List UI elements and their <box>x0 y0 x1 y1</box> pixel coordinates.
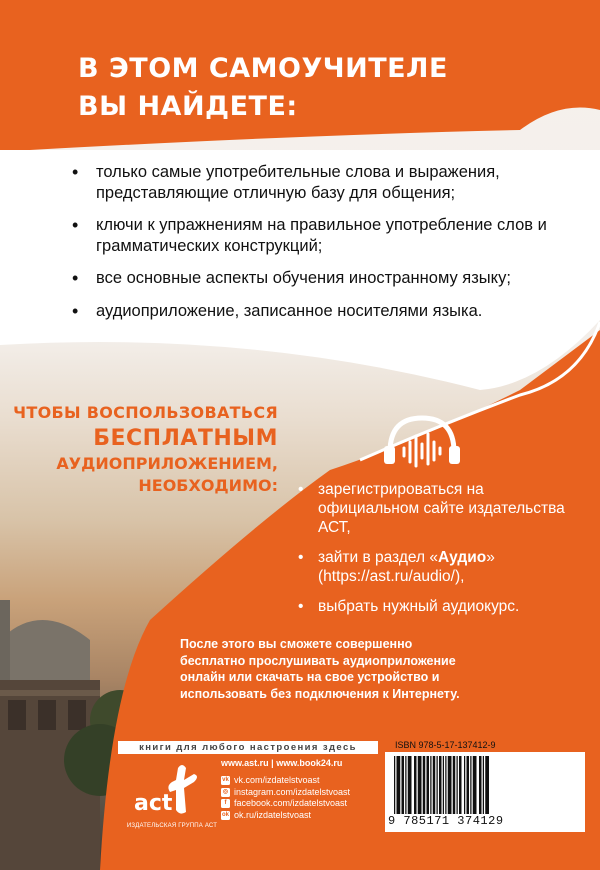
promo-line-1: ЧТОБЫ ВОСПОЛЬЗОВАТЬСЯ <box>13 403 278 422</box>
step-text: выбрать нужный аудиокурс. <box>318 598 520 615</box>
odnoklassniki-icon: ok <box>221 811 229 818</box>
headphones-soundwave-icon <box>380 412 464 468</box>
step-text-bold: Аудио <box>437 549 487 566</box>
feature-item: • только самые употребительные слова и выражения, представляющие отличную базу для общения; <box>56 162 586 203</box>
features-list <box>56 162 586 333</box>
audio-steps-list <box>296 480 576 627</box>
headline-line-2: ВЫ НАЙДЕТЕ: <box>78 91 298 122</box>
logo-text: act <box>134 791 173 816</box>
feature-item: • аудиоприложение, записанное носителями языка. <box>56 301 586 322</box>
promo-line-4: НЕОБХОДИМО: <box>138 476 278 495</box>
step-item-choose-course <box>296 597 576 616</box>
facebook-icon: f <box>221 799 230 808</box>
social-link-facebook[interactable] <box>221 798 350 810</box>
promo-line-2: БЕСПЛАТНЫМ <box>93 426 278 451</box>
social-link-odnoklassniki[interactable] <box>221 810 350 822</box>
ast-logo-icon <box>130 760 210 824</box>
tagline-banner: книги для любого настроения здесь <box>118 741 378 754</box>
step-item-audio-section <box>296 548 576 586</box>
vk-icon: vk <box>222 777 229 784</box>
barcode-image <box>392 756 580 816</box>
social-link-instagram[interactable] <box>221 787 350 799</box>
social-link-vk[interactable] <box>221 775 350 787</box>
audio-promo-heading <box>13 402 278 497</box>
isbn-label: ISBN 978-5-17-137412-9 <box>395 740 496 750</box>
publisher-group-name: ИЗДАТЕЛЬСКАЯ ГРУППА АСТ <box>126 823 218 829</box>
social-links <box>221 775 350 821</box>
after-registration-text: После этого вы сможете совершенно бесплатно прослушивать аудиоприложение онлайн или скачать на свое устройство и использовать без подключения к Интернету. <box>180 637 460 701</box>
feature-item: • все основные аспекты обучения иностранному языку; <box>56 268 586 289</box>
step-text-prefix: зайти в раздел « <box>318 549 438 566</box>
social-link-text: ok.ru/izdatelstvoast <box>234 809 312 820</box>
social-link-text: instagram.com/izdatelstvoast <box>234 786 351 797</box>
barcode-digits: 9 785171 374129 <box>388 814 504 828</box>
instagram-icon: ◎ <box>222 788 229 795</box>
feature-item: • ключи к упражнениям на правильное употребление слов и грамматических конструкций; <box>56 215 586 256</box>
social-link-text: facebook.com/izdatelstvoast <box>234 798 348 808</box>
headline-line-1: В ЭТОМ САМОУЧИТЕЛЕ <box>78 53 448 84</box>
headline <box>78 50 548 126</box>
step-item-register <box>296 480 576 537</box>
step-text-suffix: » (https://ast.ru/audio/), <box>318 549 495 585</box>
social-link-text: vk.com/izdatelstvoast <box>234 775 320 785</box>
publisher-websites[interactable]: www.ast.ru | www.book24.ru <box>221 758 343 768</box>
step-text: зарегистрироваться на официальном сайте издательства АСТ, <box>318 481 565 536</box>
promo-line-3: АУДИОПРИЛОЖЕНИЕМ, <box>56 454 278 473</box>
